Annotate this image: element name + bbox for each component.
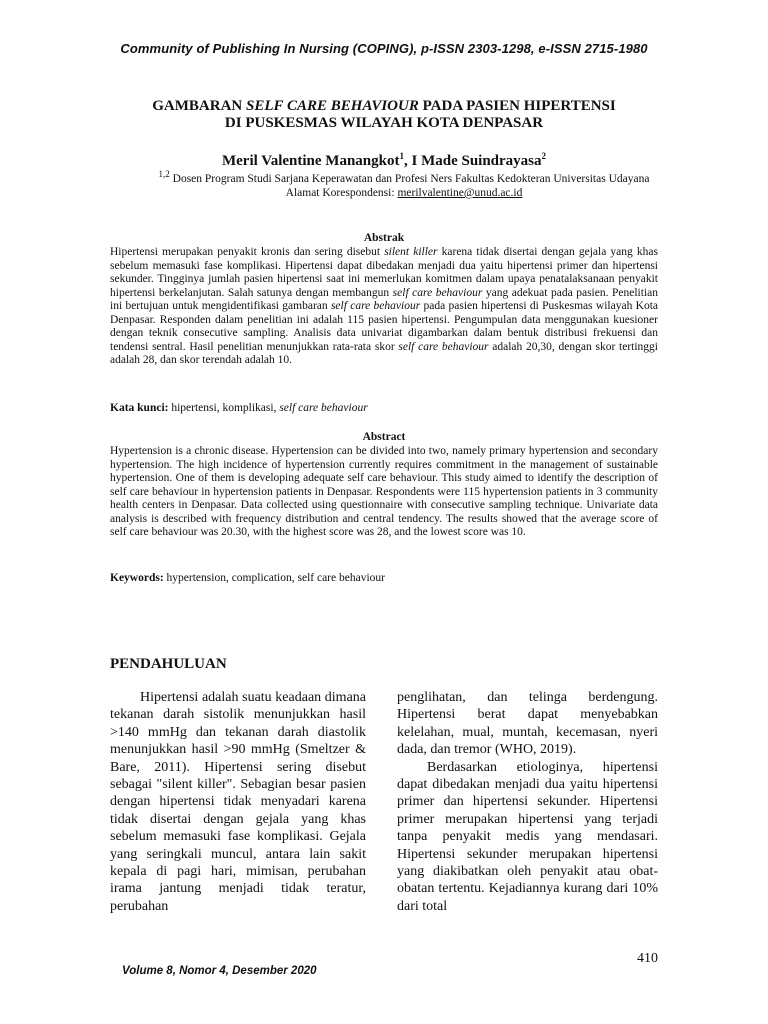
keywords: Keywords: hypertension, complication, self care behaviour (110, 572, 385, 584)
abstract-heading: Abstract (362, 431, 406, 443)
author-2: I Made Suindrayasa (411, 153, 542, 169)
kata-kunci: Kata kunci: hipertensi, komplikasi, self care behaviour (110, 402, 368, 414)
journal-header: Community of Publishing In Nursing (COPING), p-ISSN 2303-1298, e-ISSN 2715-1980 (120, 41, 648, 56)
abstrak-body: Hipertensi merupakan penyakit kronis dan sering disebut silent killer karena tidak disertai dengan gejala yang khas sebelum memasuki fase komplikasi. Hipertensi dapat dibedakan menjadi dua yaitu hipertensi primer dan hipertensi sekunder. Tingginya jumlah pasien hipertensi saat ini memerlukan komitmen dalam upaya penatalaksanaan penyakit hipertensi berkelanjutan. Salah satunya dengan membangun self care behaviour yang adekuat pada pasien. Penelitian ini bertujuan untuk mengidentifikasi gambaran self care behaviour pada pasien hipertensi di Puskesmas wilayah Kota Denpasar. Responden dalam penelitian ini adalah 115 pasien hipertensi. Pengumpulan data menggunakan kuesioner dengan teknik consecutive sampling. Analisis data univariat digambarkan dalam bentuk distribusi frekuensi dan tendensi sentral. Hasil penelitian menunjukkan rata-rata skor self care behaviour adalah 20,30, dengan skor tertinggi adalah 28, dan skor terendah adalah 10. (110, 246, 659, 366)
author-list: Meril Valentine Manangkot$^1$, I Made Suindrayasa$^2$ (221, 151, 547, 169)
section-title: PENDAHULUAN (110, 656, 227, 672)
affiliation: $^{1,2}$ Dosen Program Studi Sarjana Keperawatan dan Profesi Ners Fakultas Kedokteran Universitas Udayana Alamat Korespondensi: merilvalentine@unud.ac.id (158, 169, 650, 199)
paragraph: penglihatan, dan telinga berdengung. Hipertensi berat dapat menyebabkan kelelahan, mual, muntah, kecemasan, nyeri dada, dan tremor (WHO, 2019). (397, 690, 658, 758)
footer-volume: Volume 8, Nomor 4, Desember 2020 (122, 965, 317, 977)
abstrak-heading: Abstrak (363, 232, 405, 244)
paragraph: Berdasarkan etiologinya, hipertensi dapat dibedakan menjadi dua yaitu hipertensi primer dan hipertensi sekunder. Hipertensi primer merupakan hipertensi yang terjadi tanpa penyakit medis yang mendasari. Hipertensi sekunder merupakan hipertensi yang diakibatkan oleh penyakit atau obat-obatan tertentu. Kejadiannya kurang dari 10% dari total (397, 759, 658, 914)
right-column (397, 689, 658, 915)
title-line-1: GAMBARAN SELF CARE BEHAVIOUR PADA PASIEN HIPERTENSI (152, 98, 616, 114)
paper-title (60, 98, 708, 132)
paragraph: Hipertensi adalah suatu keadaan dimana tekanan darah sistolik menunjukkan hasil >140 mmHg dan tekanan darah diastolik menunjukkan hasil >90 mmHg (Smeltzer & Bare, 2011). Hipertensi sering disebut sebagai "silent killer". Sebagian besar pasien dengan hipertensi tidak menyadari karena tidak disertai dengan gejala yang khas sebelum memasuki fase komplikasi. Gejala yang seringkali muncul, antara lain sakit kepala di pagi hari, mimisan, perubahan irama jantung menjadi tidak teratur, perubahan (110, 690, 366, 914)
title-line-2: DI PUSKESMAS WILAYAH KOTA DENPASAR (224, 115, 544, 131)
page-number: 410 (637, 951, 658, 966)
abstract-body: Hypertension is a chronic disease. Hypertension can be divided into two, namely primary hypertension and secondary hypertension. The high incidence of hypertension currently requires commitment in the management of sustainable hypertension. One of them is developing adequate self care behaviour. This study aimed to identify the description of self care behaviour in hypertension patients in Denpasar. Respondents were 115 hypertension patients in 3 community health centers in Denpasar. Data collected using questionnaire with consecutive sampling technique. Univariate data analysis is described with frequency distribution and central tendency. The results showed that the average score of self care behaviour was 20.30, with the highest score was 28, and the lowest score was 10. (110, 445, 658, 538)
left-column (110, 689, 366, 915)
email-link[interactable]: merilvalentine@unud.ac.id (397, 187, 523, 199)
author-1: Meril Valentine Manangkot (221, 153, 400, 169)
